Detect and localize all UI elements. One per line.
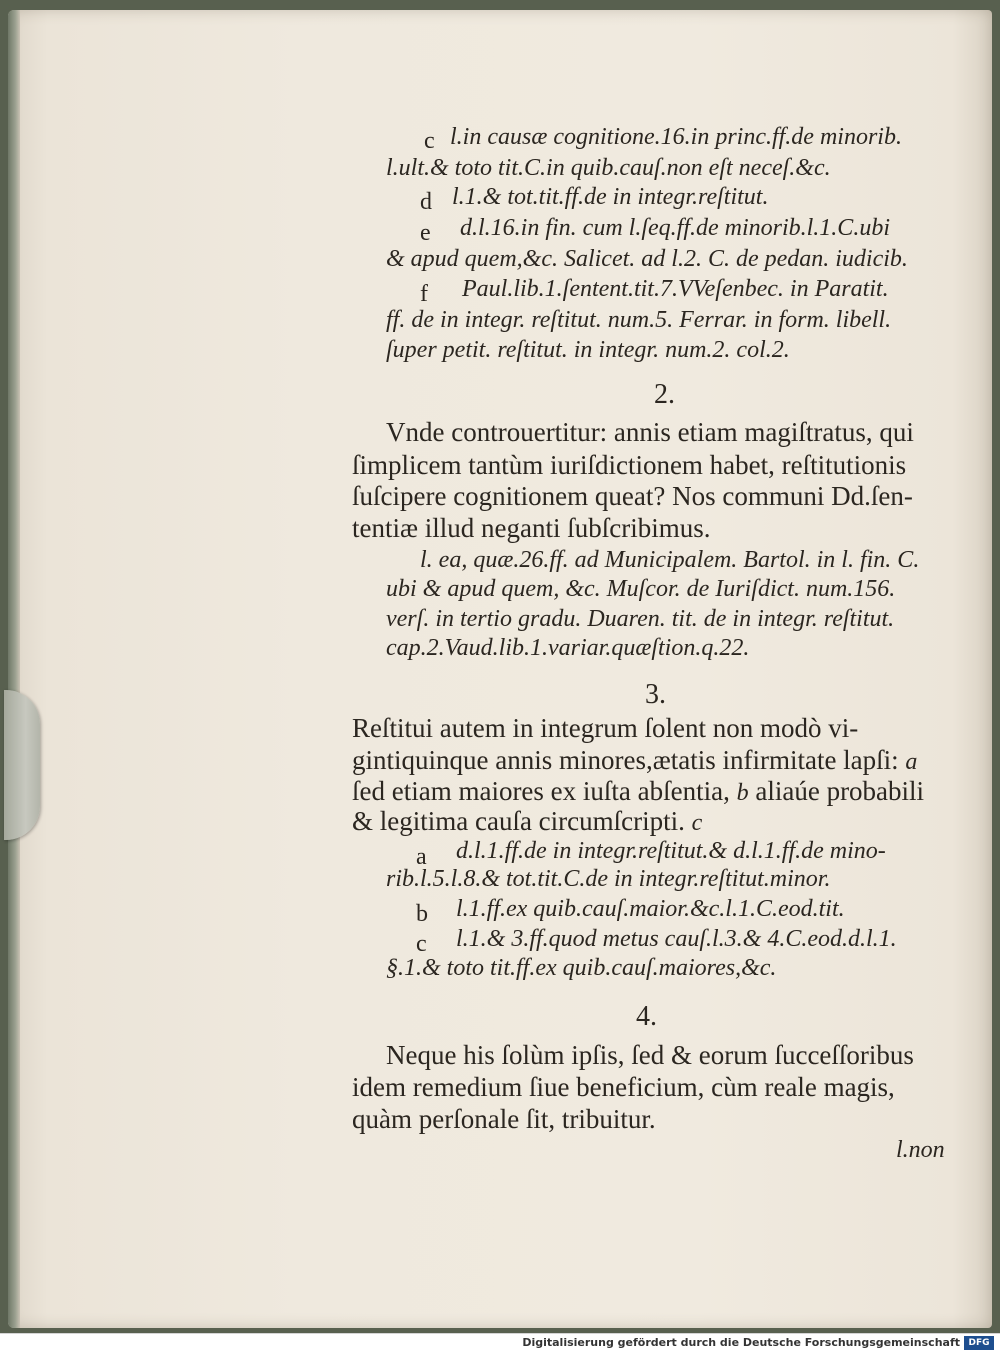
- body-line: idem remedium ſiue beneficium, cùm reale magis,: [352, 1072, 895, 1102]
- footnote-reference: c: [691, 810, 703, 836]
- body-line: ſimplicem tantùm iuriſdictionem habet, reſtitutionis: [352, 450, 907, 480]
- body-text: & legitima cauſa circumſcripti.: [352, 806, 685, 836]
- page-edge: [8, 10, 20, 1328]
- footnote-marker: c: [424, 128, 435, 154]
- section-number: 3.: [645, 679, 666, 710]
- body-line: Neque his ſolùm ipſis, ſed & eorum ſucceſſoribus: [386, 1040, 914, 1070]
- body-text: ſed etiam maiores ex iuſta abſentia,: [352, 776, 730, 806]
- catchword: l.non: [896, 1137, 945, 1163]
- footnote-line: Paul.lib.1.ſentent.tit.7.VVeſenbec. in Paratit.: [462, 276, 889, 302]
- footnote-line: l.1.ff.ex quib.cauſ.maior.&c.l.1.C.eod.tit.: [456, 896, 845, 922]
- footnote-line: l. ea, quæ.26.ff. ad Municipalem. Bartol. in l. fin. C.: [420, 547, 920, 573]
- footnote-marker: e: [420, 220, 431, 246]
- footer-credit: Digitalisierung gefördert durch die Deutsche Forschungsgemeinschaft: [522, 1336, 960, 1349]
- section-number: 4.: [636, 1001, 657, 1032]
- footer-bar: [0, 1333, 1000, 1353]
- body-line: [352, 745, 917, 776]
- footnote-line: rib.l.5.l.8.& tot.tit.C.de in integr.reſtitut.minor.: [386, 866, 831, 892]
- footnote-line: ubi & apud quem, &c. Muſcor. de Iuriſdict. num.156.: [386, 576, 896, 602]
- footnote-line: d.l.16.in fin. cum l.ſeq.ff.de minorib.l.1.C.ubi: [460, 215, 890, 241]
- footnote-line: §.1.& toto tit.ff.ex quib.cauſ.maiores,&c.: [386, 955, 777, 981]
- footnote-marker: b: [416, 901, 428, 927]
- body-line: Reſtitui autem in integrum ſolent non modò vi-: [352, 713, 859, 743]
- footnote-line: & apud quem,&c. Salicet. ad l.2. C. de pedan. iudicib.: [386, 246, 908, 272]
- footnote-line: verſ. in tertio gradu. Duaren. tit. de in integr. reſtitut.: [386, 606, 895, 632]
- body-text: aliaúe probabili: [755, 776, 925, 806]
- body-line: [352, 776, 924, 807]
- body-line: tentiæ illud neganti ſubſcribimus.: [352, 513, 711, 543]
- body-line: ſuſcipere cognitionem queat? Nos communi Dd.ſen-: [352, 481, 913, 511]
- body-line: Vnde controuertitur: annis etiam magiſtratus, qui: [386, 417, 914, 447]
- footnote-line: l.1.& tot.tit.ff.de in integr.reſtitut.: [452, 184, 769, 210]
- dfg-logo: DFG: [964, 1336, 994, 1350]
- footnote-marker: f: [420, 281, 428, 307]
- footnote-reference: a: [905, 749, 918, 775]
- footnote-marker: d: [420, 189, 432, 215]
- footnote-line: d.l.1.ff.de in integr.reſtitut.& d.l.1.ff.de mino-: [456, 838, 886, 864]
- footnote-marker: c: [416, 931, 427, 957]
- section-number: 2.: [654, 379, 675, 410]
- footnote-line: l.ult.& toto tit.C.in quib.cauſ.non eſt neceſ.&c.: [386, 155, 831, 181]
- body-text: gintiquinque annis minores,ætatis infirmitate lapſi:: [352, 745, 899, 775]
- footnote-reference: b: [736, 780, 749, 806]
- page-clip: [4, 690, 40, 840]
- footnote-line: ff. de in integr. reſtitut. num.5. Ferrar. in form. libell.: [386, 307, 892, 333]
- footnote-marker: a: [416, 844, 427, 870]
- footnote-line: l.1.& 3.ff.quod metus cauſ.l.3.& 4.C.eod.d.l.1.: [456, 926, 897, 952]
- footnote-line: cap.2.Vaud.lib.1.variar.quæſtion.q.22.: [386, 635, 750, 661]
- body-line: quàm perſonale ſit, tribuitur.: [352, 1104, 656, 1134]
- footnote-line: ſuper petit. reſtitut. in integr. num.2. col.2.: [386, 337, 790, 363]
- footnote-line: l.in causæ cognitione.16.in princ.ff.de minorib.: [450, 124, 902, 150]
- body-line: [352, 806, 702, 837]
